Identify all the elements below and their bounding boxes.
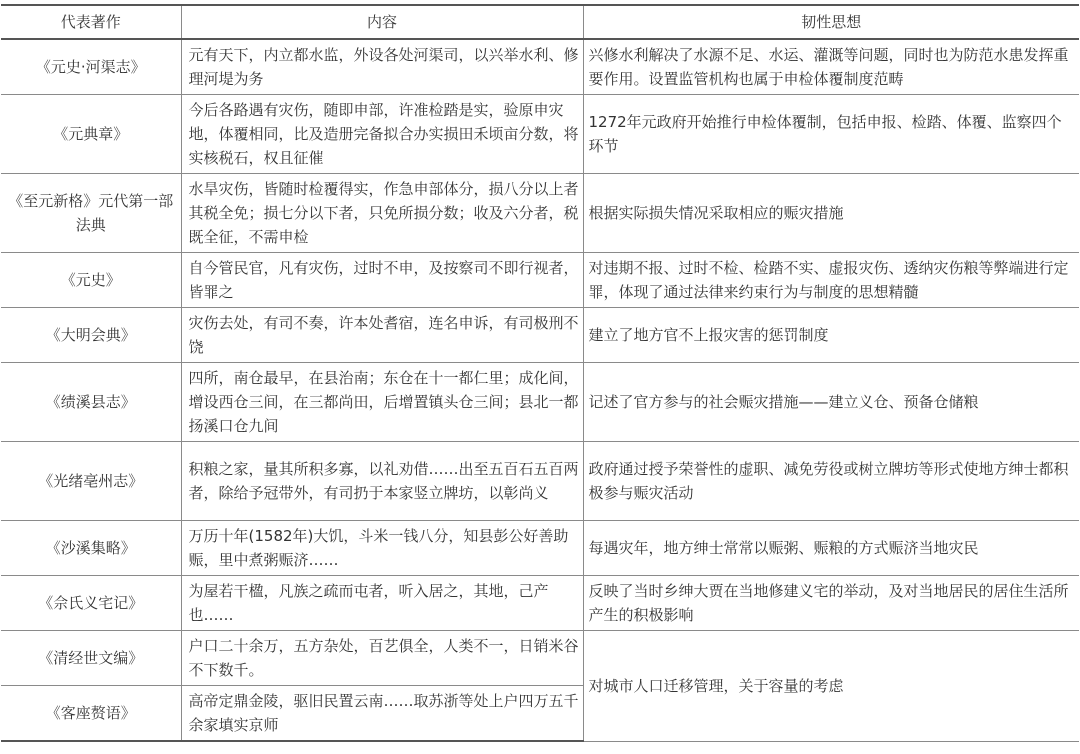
- work-title: 《清经世文编》: [1, 631, 181, 686]
- work-title: 《沙溪集略》: [1, 521, 181, 576]
- work-title: 《客座赘语》: [1, 686, 181, 742]
- content-cell: 今后各路遇有灾伤，随即申部，许准检踏是实，验原申灾地，体覆相同，比及造册完备拟合办实损田禾顷亩分数，将实核税石，权且征催: [181, 95, 583, 174]
- table-row: [1, 442, 1079, 521]
- idea-cell: 兴修水利解决了水源不足、水运、灌溉等问题，同时也为防范水患发挥重要作用。设置监管机构也属于申检体覆制度范畴: [583, 39, 1079, 95]
- content-cell: 积粮之家，量其所积多寡，以礼劝借……出至五百石五百两者，除给予冠带外，有司扔于本家竖立牌坊，以彰尚义: [181, 442, 583, 521]
- table-row: [1, 253, 1079, 308]
- work-title: 《至元新格》元代第一部法典: [1, 174, 181, 253]
- content-cell: 户口二十余万，五方杂处，百艺俱全，人类不一，日销米谷不下数千。: [181, 631, 583, 686]
- work-title: 《光绪亳州志》: [1, 442, 181, 521]
- table-row: [1, 39, 1079, 95]
- table-row: [1, 521, 1079, 576]
- content-cell: 四所，南仓最早，在县治南；东仓在十一都仁里；成化间，增设西仓三间，在三都尚田，后增置镇头仓三间；县北一都扬溪口仓九间: [181, 363, 583, 442]
- idea-cell: 记述了官方参与的社会赈灾措施——建立义仓、预备仓储粮: [583, 363, 1079, 442]
- header-content: 内容: [181, 5, 583, 39]
- work-title: 《元典章》: [1, 95, 181, 174]
- header-row: [1, 5, 1079, 39]
- work-title: 《绩溪县志》: [1, 363, 181, 442]
- table-row: [1, 363, 1079, 442]
- content-cell: 自今管民官，凡有灾伤，过时不申，及按察司不即行视者，皆罪之: [181, 253, 583, 308]
- content-cell: 元有天下，内立都水监，外设各处河渠司，以兴举水利、修理河堤为务: [181, 39, 583, 95]
- idea-cell: 每遇灾年，地方绅士常常以赈粥、赈粮的方式赈济当地灾民: [583, 521, 1079, 576]
- table-row: [1, 95, 1079, 174]
- idea-cell: 反映了当时乡绅大贾在当地修建义宅的举动，及对当地居民的居住生活所产生的积极影响: [583, 576, 1079, 631]
- content-cell: 为屋若干楹，凡族之疏而屯者，听入居之，其地，己产也……: [181, 576, 583, 631]
- work-title: 《大明会典》: [1, 308, 181, 363]
- table-row: [1, 576, 1079, 631]
- content-cell: 高帝定鼎金陵，驱旧民置云南……取苏浙等处上户四万五千余家填实京师: [181, 686, 583, 742]
- table-row: [1, 308, 1079, 363]
- content-cell: 水旱灾伤，皆随时检覆得实，作急申部体分，损八分以上者其税全免；损七分以下者，只免所损分数；收及六分者，税既全征，不需申检: [181, 174, 583, 253]
- idea-cell: 建立了地方官不上报灾害的惩罚制度: [583, 308, 1079, 363]
- header-resilience-idea: 韧性思想: [583, 5, 1079, 39]
- idea-cell: 根据实际损失情况采取相应的赈灾措施: [583, 174, 1079, 253]
- work-title: 《元史·河渠志》: [1, 39, 181, 95]
- idea-cell: 政府通过授予荣誉性的虚职、减免劳役或树立牌坊等形式使地方绅士都积极参与赈灾活动: [583, 442, 1079, 521]
- table-row: [1, 174, 1079, 253]
- idea-cell: 对违期不报、过时不检、检踏不实、虚报灾伤、透纳灾伤粮等弊端进行定罪，体现了通过法律来约束行为与制度的思想精髓: [583, 253, 1079, 308]
- content-cell: 万历十年(1582年)大饥，斗米一钱八分，知县彭公好善助赈，里中煮粥赈济……: [181, 521, 583, 576]
- header-representative-work: 代表著作: [1, 5, 181, 39]
- work-title: 《佘氏义宅记》: [1, 576, 181, 631]
- table-row: [1, 631, 1079, 686]
- work-title: 《元史》: [1, 253, 181, 308]
- idea-cell: 1272年元政府开始推行申检体覆制，包括申报、检踏、体覆、监察四个环节: [583, 95, 1079, 174]
- content-cell: 灾伤去处，有司不奏，许本处耆宿，连名申诉，有司极刑不饶: [181, 308, 583, 363]
- idea-cell-merged: 对城市人口迁移管理，关于容量的考虑: [583, 631, 1079, 742]
- resilience-thought-table: [1, 4, 1079, 742]
